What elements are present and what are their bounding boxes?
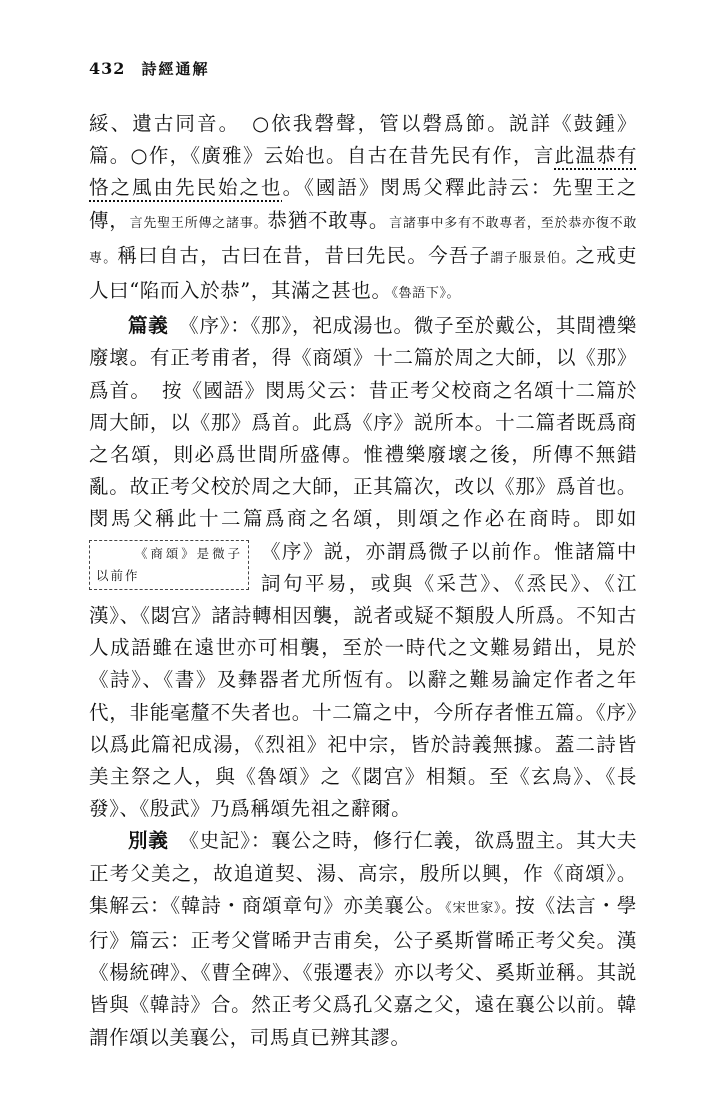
inline-annotation: 《宋世家》。 — [445, 900, 516, 916]
text-segment: 按《法言・學行》篇云：正考父嘗晞尹吉甫矣，公子奚斯嘗晞正考父矣。漢《楊統碑》、《曹全碑》、《張遷表》亦以考父、奚斯並稱。其説皆與《韓詩》合。然正考父爲孔父嘉之父，遠在襄公以前。韓謂作頌以美襄公，司馬貞已辨其謬。 — [89, 893, 637, 1049]
page-body — [89, 108, 637, 1054]
paragraph-commentary — [89, 108, 637, 310]
text-segment: 稱曰自古，古曰在昔，昔曰先民。今吾子 — [117, 243, 491, 267]
text-segment: 時。即如《序》説，亦謂爲微子以前作。惟諸篇中詞句平易，或與《采芑》、《烝民》、《江漢》、《閟宫》諸詩轉相因襲，説者或疑不類殷人所爲。不知古人成語雖在遠世亦可相襲，至於一時代之文難易錯出，見於《詩》、《書》及彝器者尤所恆有。以辭之難易論定作者之年代，非能毫釐不失者也。十二篇之中，今所存者惟五篇。《序》以爲此篇祀成湯，《烈祖》祀中宗，皆於詩義無據。蓋二詩皆美主祭之人，與《魯頌》之《閟宫》相類。至《玄鳥》、《長發》、《殷武》乃爲稱頌先祖之辭爾。 — [89, 507, 637, 821]
text-segment: 綏、遺古同音。 ○依我磬聲，管以磬爲節。説詳《鼓鍾》篇。○作，《廣雅》云始也。自古在昔先民有作，言 — [89, 112, 637, 168]
book-title: 詩經通解 — [141, 60, 210, 78]
section-label: 篇義 — [128, 314, 169, 338]
text-segment: 《序》：《那》，祀成湯也。微子至於戴公，其間禮樂廢壞。有正考甫者，得《商頌》十二篇於周之大師，以《那》爲首。 按《國語》閔馬父云：昔正考父校商之名頌十二篇於周大師，以《那》爲首。此爲《序》説所本。十二篇者既爲商之名頌，則必爲世間所盛傳。惟禮樂廢壞之後，所傳不無錯亂。故正考父校於周之大師，正其篇次，改以《那》爲首也。閔馬父稱此十二篇爲商之名頌，則頌之作必在商 — [89, 314, 637, 531]
paragraph-bieyi — [89, 825, 637, 1053]
text-segment: 《史記》：襄公之時，修行仁義，欲爲盟主。其大夫正考父美之，故追道契、湯、高宗，殷所以興，作《商頌》。集解云：《韓詩・商頌章句》亦美襄公。 — [89, 829, 637, 917]
paragraph-pianyi — [89, 310, 637, 825]
text-segment: 恭猶不敢專。 — [267, 208, 390, 232]
margin-note-box: 《商頌》是微子以前作 — [89, 540, 249, 590]
inline-annotation: 言先聖王所傳之諸事。 — [129, 215, 268, 231]
emphasized-text: 此温恭有恪之風由先民始之也 — [89, 144, 637, 200]
text-segment: 。《國語》閔馬父釋此詩云：先聖王之傳， — [89, 176, 638, 232]
page-number: 432 — [89, 59, 126, 78]
inline-annotation: 言諸事中多有不敢專者，至於恭亦復不敢專。 — [89, 215, 637, 266]
text-segment: 之戒吏人曰“陷而入於恭”，其滿之甚也。 — [89, 243, 637, 303]
page-header — [89, 58, 210, 79]
inline-annotation: 《魯語下》。 — [391, 286, 461, 302]
inline-annotation: 謂子服景伯。 — [490, 250, 576, 266]
section-label: 別義 — [128, 829, 169, 853]
